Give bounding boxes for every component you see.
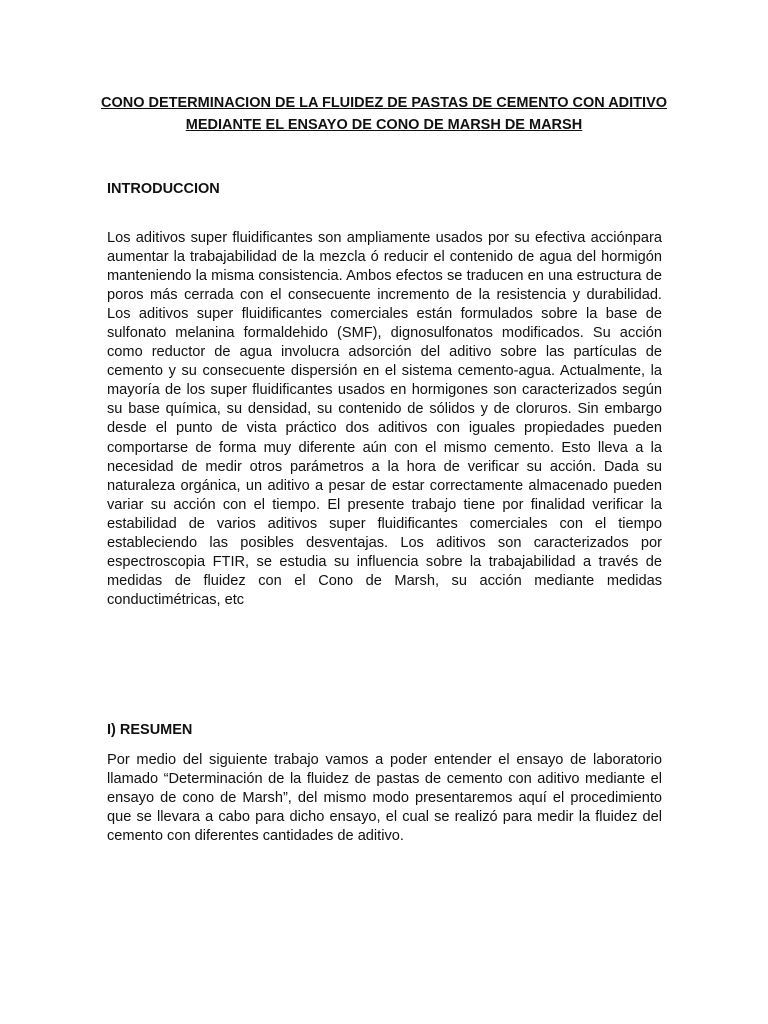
document-title: CONO DETERMINACION DE LA FLUIDEZ DE PASTAS DE CEMENTO CON ADITIVO MEDIANTE EL ENSAYO DE CONO DE MARSH DE MARSH	[100, 95, 668, 133]
section-body-resumen: Por medio del siguiente trabajo vamos a poder entender el ensayo de laboratorio llamado “Determinación de la fluidez de pastas de cemento con aditivo mediante el ensayo de cono de Marsh”, del mismo modo presentaremos aquí el procedimiento que se llevara a cabo para dicho ensayo, el cual se realizó para medir la fluidez del cemento con diferentes cantidades de aditivo.	[107, 752, 662, 845]
section-heading-introduccion: INTRODUCCION	[107, 181, 220, 197]
section-heading-resumen: I) RESUMEN	[107, 722, 193, 738]
section-body-introduccion: Los aditivos super fluidificantes son ampliamente usados por su efectiva acciónpara aumentar la trabajabilidad de la mezcla ó reducir el contenido de agua del hormigón manteniendo la misma consistencia. Ambos efectos se traducen en una estructura de poros más cerrada con el consecuente incremento de la resistencia y durabilidad. Los aditivos super fluidificantes comerciales están formulados sobre la base de sulfonato melanina formaldehido (SMF), dignosulfonatos modificados. Su acción como reductor de agua involucra adsorción del aditivo sobre las partículas de cemento y su consecuente dispersión en el sistema cemento-agua. Actualmente, la mayoría de los super fluidificantes usados en hormigones son caracterizados según su base química, su densidad, su contenido de sólidos y de cloruros. Sin embargo desde el punto de vista práctico dos aditivos con iguales propiedades pueden comportarse de forma muy diferente aún con el mismo cemento. Esto lleva a la necesidad de medir otros parámetros a la hora de verificar su acción. Dada su naturaleza orgánica, un aditivo a pesar de estar correctamente almacenado pueden variar su acción con el tiempo. El presente trabajo tiene por finalidad verificar la estabilidad de varios aditivos super fluidificantes comerciales con el tiempo estableciendo las posibles desventajas. Los aditivos son caracterizados por espectroscopia FTIR, se estudia su influencia sobre la trabajabilidad a través de medidas de fluidez con el Cono de Marsh, su acción mediante medidas conductimétricas, etc	[107, 230, 662, 608]
